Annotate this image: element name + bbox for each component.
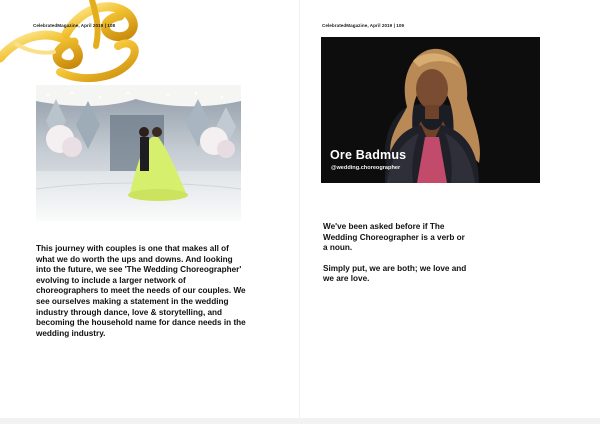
right-page (300, 0, 600, 424)
right-body-text (323, 222, 469, 295)
social-handle-caption: @wedding.choreographer (331, 165, 401, 171)
running-head-right: CelebratedMagazine, April 2019 | 109 (322, 23, 405, 28)
right-paragraph-2: Simply put, we are both; we love and we are love. (323, 263, 467, 284)
gold-ribbon-decoration (0, 0, 156, 94)
running-head-left: CelebratedMagazine, April 2019 | 108 (33, 23, 116, 28)
portrait-photo (321, 37, 540, 183)
right-paragraph-1: We've been asked before if The Wedding Choreographer is a verb or a noun. (323, 222, 465, 253)
left-body-paragraph: This journey with couples is one that makes all of what we do worth the ups and downs. And looking into the future, we see 'The Wedding Choreographer' evolving to include a larger network of choreographers to meet the needs of our couples. We see ourselves making a statement in the wedding industry through dance, love & storytelling, and becoming the household name for dance needs in the wedding industry. (36, 244, 246, 338)
page-bottom-edge (0, 418, 600, 424)
left-body-text (36, 244, 248, 349)
wedding-dance-floor-photo (36, 85, 241, 221)
wedding-photo-illustration (36, 85, 241, 221)
person-name-caption: Ore Badmus (330, 148, 407, 162)
